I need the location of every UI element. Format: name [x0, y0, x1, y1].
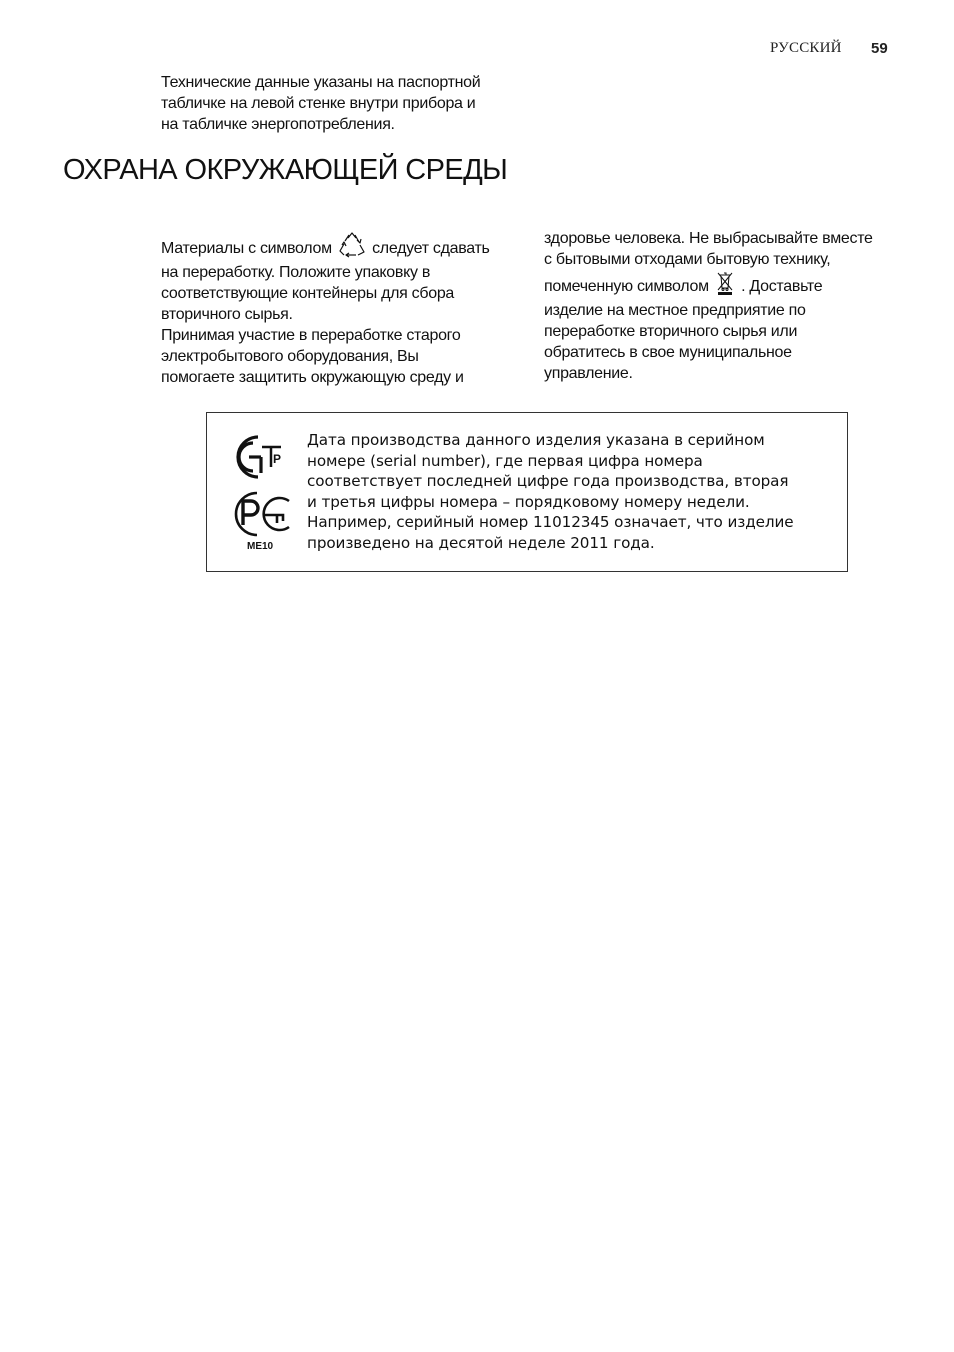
paragraph-line: на табличке энергопотребления.	[161, 116, 395, 133]
paragraph-line: с бытовыми отходами бытовую технику,	[544, 251, 831, 268]
paragraph-line: помогаете защитить окружающую среду и	[161, 369, 464, 386]
recycle-icon	[338, 232, 366, 266]
paragraph-line-with-recycle-icon	[161, 232, 511, 262]
rst-certification-logo	[231, 489, 293, 544]
production-date-notice	[206, 412, 848, 572]
certification-code: ME10	[247, 541, 274, 552]
paragraph-line-with-bin-icon	[544, 270, 896, 300]
notice-line: и третья цифры номера – порядковому номеру недели.	[307, 492, 750, 511]
environment-right-column	[544, 228, 896, 384]
paragraph-line: вторичного сырья.	[161, 306, 293, 323]
notice-line: соответствует последней цифре года производства, вторая	[307, 472, 789, 491]
paragraph-line: переработке вторичного сырья или	[544, 323, 798, 340]
paragraph-text: следует сдавать	[372, 240, 490, 258]
paragraph-line: Технические данные указаны на паспортной	[161, 74, 481, 91]
running-header-language: РУССКИЙ	[770, 40, 842, 56]
paragraph-line: электробытового оборудования, Вы	[161, 348, 419, 365]
paragraph-line: управление.	[544, 365, 633, 382]
notice-line: номере (serial number), где первая цифра номера	[307, 451, 703, 470]
section-title: ОХРАНА ОКРУЖАЮЩЕЙ СРЕДЫ	[63, 154, 508, 186]
paragraph-text: помеченную символом	[544, 278, 709, 296]
paragraph-line: табличке на левой стенке внутри прибора и	[161, 95, 476, 112]
svg-text:Р: Р	[273, 452, 282, 466]
paragraph-text: . Доставьте	[741, 278, 823, 296]
notice-line: произведено на десятой неделе 2011 года.	[307, 533, 655, 552]
paragraph-line: здоровье человека. Не выбрасывайте вместе	[544, 230, 873, 247]
paragraph-line: на переработку. Положите упаковку в	[161, 264, 431, 281]
paragraph-line: соответствующие контейнеры для сбора	[161, 285, 455, 302]
notice-line: Дата производства данного изделия указана в серийном	[307, 431, 765, 449]
paragraph-line: изделие на местное предприятие по	[544, 302, 806, 319]
gost-tr-certification-logo	[231, 433, 291, 486]
page-number: 59	[871, 40, 888, 57]
environment-left-column	[161, 232, 511, 388]
technical-data-paragraph	[161, 72, 506, 135]
paragraph-text: Материалы с символом	[161, 240, 332, 258]
notice-text	[307, 430, 837, 554]
crossed-bin-icon	[715, 270, 735, 304]
notice-line: Например, серийный номер 11012345 означает, что изделие	[307, 513, 794, 532]
paragraph-line: Принимая участие в переработке старого	[161, 327, 461, 344]
paragraph-line: обратитесь в свое муниципальное	[544, 344, 792, 361]
